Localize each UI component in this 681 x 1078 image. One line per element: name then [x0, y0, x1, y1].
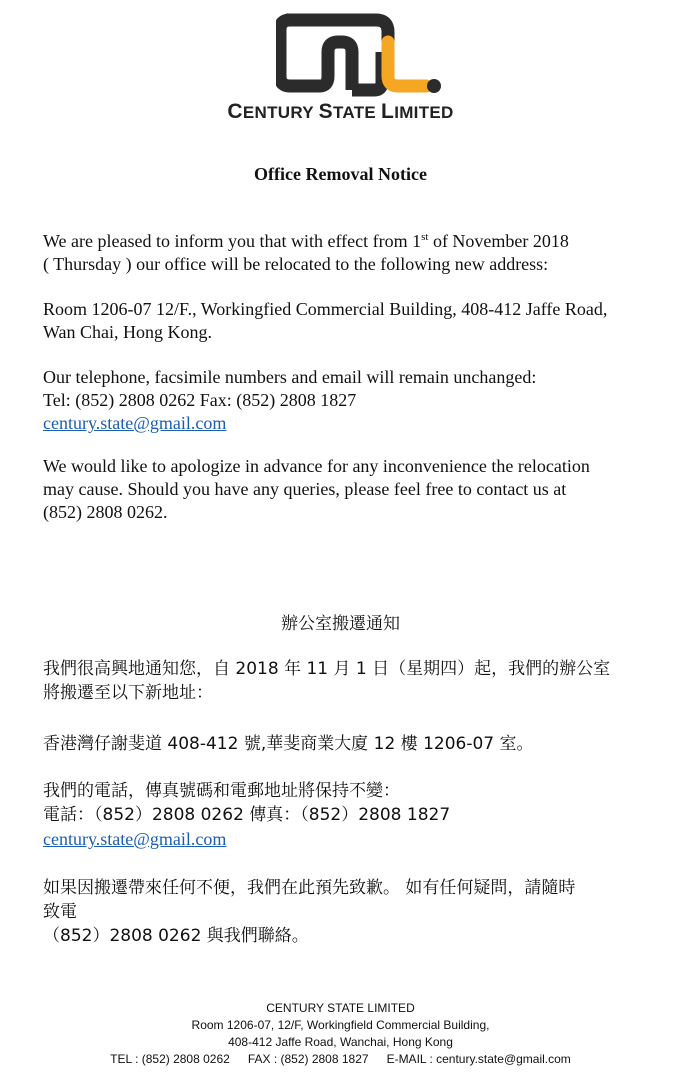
company-logo	[0, 8, 681, 128]
letterhead-footer	[0, 1000, 681, 1068]
footer-email: E-MAIL : century.state@gmail.com	[386, 1052, 571, 1066]
contact-paragraph: Our telephone, facsimile numbers and email will remain unchanged: Tel: (852) 2808 0262 Fax: (852) 2808 1827 century.state@gmail.com	[43, 367, 537, 433]
apology-paragraph-zh: 如果因搬遷帶來任何不便，我們在此預先致歉。 如有任何疑問，請隨時 致電 （852）2808 0262 與我們聯絡。	[43, 878, 576, 946]
effective-date-paragraph: We are pleased to inform you that with effect from 1st of November 2018 ( Thursday ) our office will be relocated to the following new address:	[43, 231, 569, 274]
csl-logo-mark-icon	[276, 12, 442, 98]
new-address-paragraph-zh: 香港灣仔謝斐道 408-412 號,華斐商業大廈 12 樓 1206-07 室。	[43, 734, 534, 754]
effective-date-paragraph-zh: 我們很高興地通知您，自 2018 年 11 月 1 日（星期四）起，我們的辦公室 將搬遷至以下新地址：	[43, 659, 611, 703]
apology-paragraph: We would like to apologize in advance for any inconvenience the relocation may cause. Should you have any queries, please feel free to contact us at (852) 2808 0262.	[43, 456, 590, 522]
contact-paragraph-zh: 我們的電話，傳真號碼和電郵地址將保持不變： 電話：（852）2808 0262 傳真：（852）2808 1827 century.state@gmail.com	[43, 781, 451, 849]
footer-address-line2: 408-412 Jaffe Road, Wanchai, Hong Kong	[228, 1035, 453, 1049]
footer-contacts	[0, 1051, 681, 1068]
email-link[interactable]: century.state@gmail.com	[43, 413, 227, 433]
email-link-zh[interactable]: century.state@gmail.com	[43, 829, 227, 849]
notice-title: Office Removal Notice	[254, 164, 427, 184]
new-address-paragraph: Room 1206-07 12/F., Workingfied Commercial Building, 408-412 Jaffe Road, Wan Chai, Hong Kong.	[43, 299, 608, 342]
footer-company: CENTURY STATE LIMITED	[266, 1001, 415, 1015]
footer-tel: TEL : (852) 2808 0262	[110, 1052, 230, 1066]
notice-title-zh: 辦公室搬遷通知	[281, 614, 400, 634]
company-name: CENTURY STATE LIMITED	[227, 100, 454, 123]
footer-address-line1: Room 1206-07, 12/F, Workingfield Commercial Building,	[191, 1018, 490, 1032]
footer-fax: FAX : (852) 2808 1827	[247, 1052, 369, 1066]
